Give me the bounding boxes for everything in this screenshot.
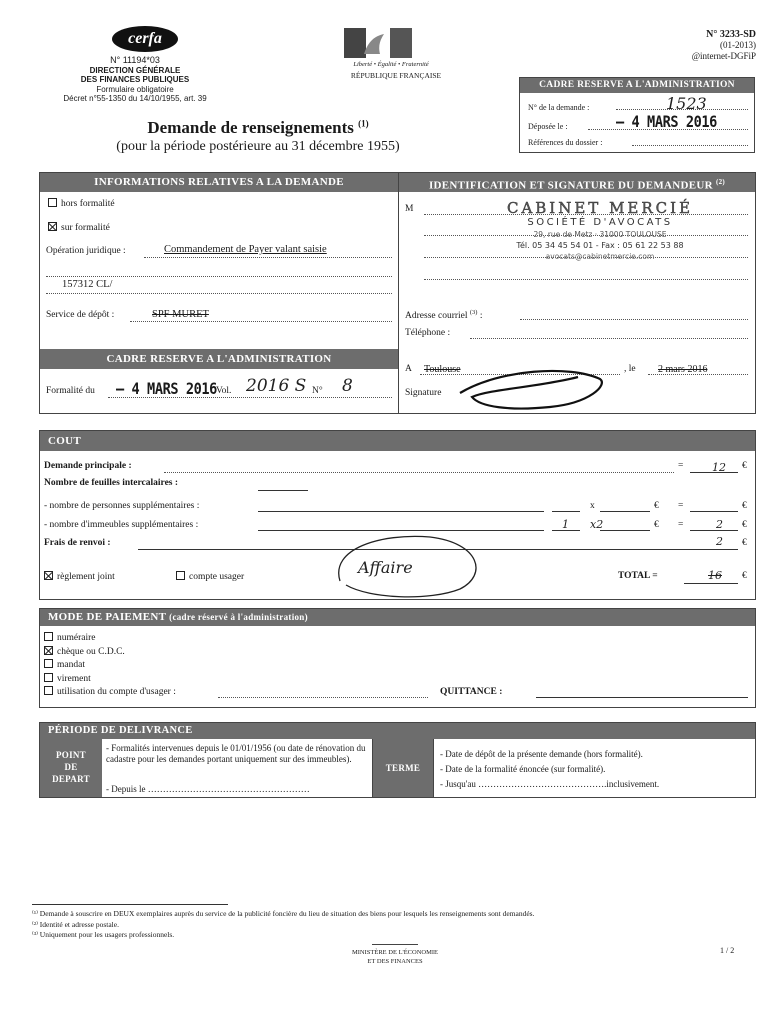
a-value: Toulouse	[424, 364, 461, 375]
form-number: N° 3233-SD	[706, 29, 756, 40]
deposee-label: Déposée le :	[528, 122, 568, 131]
hors-formalite-label: hors formalité	[61, 199, 115, 209]
paiement-heading-note: (cadre réservé à l'administration)	[169, 612, 308, 622]
compte-checkbox[interactable]	[176, 571, 185, 580]
reglement-option[interactable]	[44, 571, 115, 582]
periode-right-3: - Jusqu'au …………………………………….inclusivement.	[440, 779, 660, 789]
euro-1: €	[742, 461, 747, 471]
paiement-section	[39, 608, 756, 708]
cerfa-logo	[112, 26, 178, 52]
footnote-1: ⁽¹⁾ Demande à souscrire en DEUX exemplaires auprès du service de la publicité foncière du lieu de situation des biens pour lesquels les renseignements sont demandés.	[32, 909, 535, 918]
payment-options	[44, 632, 176, 700]
virement-checkbox[interactable]	[44, 673, 53, 682]
m-label: M	[405, 204, 414, 214]
n-label: N°	[312, 386, 323, 396]
euro-4: €	[654, 520, 659, 530]
ministry-l1: MINISTÈRE DE L'ÉCONOMIE	[351, 949, 439, 956]
deposee-stamp: – 4 MARS 2016	[616, 112, 717, 131]
demande-principale-value: 12	[712, 461, 726, 474]
personnes-x: x	[590, 501, 595, 511]
payment-mandat[interactable]	[44, 659, 176, 673]
numeraire-checkbox[interactable]	[44, 632, 53, 641]
point-depart-cell	[40, 739, 102, 797]
periode-heading: PÉRIODE DE DELIVRANCE	[40, 723, 755, 739]
sur-formalite-option[interactable]	[48, 222, 110, 233]
a-label: A	[405, 364, 412, 374]
lawyer-stamp	[480, 201, 720, 260]
formalite-stamp: – 4 MARS 2016	[116, 379, 217, 398]
signature-mark	[450, 359, 610, 413]
reference-label: Références du dossier :	[528, 138, 603, 147]
operation-value: Commandement de Payer valant saisie	[164, 244, 327, 255]
euro-6: €	[742, 538, 747, 548]
page-number: 1 / 2	[720, 946, 735, 955]
virement-label: virement	[57, 673, 91, 684]
compte-usager-label: utilisation du compte d'usager :	[57, 687, 176, 697]
marianne-icon	[344, 28, 412, 58]
le-value: 2 mars 2016	[658, 364, 708, 375]
payment-cheque[interactable]	[44, 646, 176, 660]
point-depart-l1: POINT	[55, 750, 86, 760]
finances-label: DES FINANCES PUBLIQUES	[80, 75, 190, 84]
euro-2: €	[654, 501, 659, 511]
feuilles-label: Nombre de feuilles intercalaires :	[44, 478, 179, 488]
admin-box-top-heading: CADRE RESERVE A L'ADMINISTRATION	[520, 78, 754, 93]
admin-box-top	[519, 77, 755, 153]
reglement-checkbox[interactable]	[44, 571, 53, 580]
demande-value: 1523	[666, 94, 707, 113]
direction-label: DIRECTION GÉNÉRALE	[89, 65, 181, 75]
info-heading: INFORMATIONS RELATIVES A LA DEMANDE	[40, 173, 398, 192]
periode-right-2: - Date de la formalité énoncée (sur formalité).	[440, 764, 606, 774]
paiement-heading	[40, 609, 755, 626]
page-subtitle: (pour la période postérieure au 31 décembre 1955)	[116, 139, 400, 154]
periode-left-text: - Formalités intervenues depuis le 01/01/1956 (ou date de rénovation du cadastre pour les demandes portant uniquement sur des immeubles).	[106, 743, 366, 764]
compte-option[interactable]	[176, 571, 244, 582]
identification-heading-sup: (2)	[715, 178, 726, 186]
vol-label: Vol.	[216, 386, 232, 396]
identification-heading-text: IDENTIFICATION ET SIGNATURE DU DEMANDEUR	[428, 179, 713, 192]
quittance-label: QUITTANCE :	[440, 687, 503, 697]
terme-cell: TERME	[373, 739, 433, 797]
compte-usager-checkbox[interactable]	[44, 686, 53, 695]
signature-label: Signature	[405, 388, 442, 398]
admin-mid-heading: CADRE RESERVE A L'ADMINISTRATION	[40, 349, 398, 369]
immeubles-value: 2	[716, 518, 723, 531]
euro-3: €	[742, 501, 747, 511]
personnes-label: - nombre de personnes supplémentaires :	[44, 501, 200, 511]
form-date: (01-2013)	[720, 40, 756, 50]
n-value: 8	[342, 376, 353, 396]
cheque-checkbox[interactable]	[44, 646, 53, 655]
page-title-text: Demande de renseignements	[147, 118, 354, 137]
demande-principale-eq: =	[678, 461, 684, 471]
decree-label: Décret n°55-1350 du 14/10/1955, art. 39	[63, 94, 207, 103]
footnote-2: ⁽²⁾ Identité et adresse postale.	[32, 919, 119, 929]
ministry-footer	[320, 944, 470, 966]
stamp-line-1: CABINET MERCIÉ	[506, 199, 694, 217]
le-label: , le	[624, 364, 636, 374]
euro-7: €	[742, 571, 747, 581]
personnes-eq: =	[678, 501, 684, 511]
main-grid	[39, 172, 756, 414]
cerfa-logo-text: cerfa	[128, 30, 162, 47]
cheque-label: chèque ou C.D.C.	[57, 646, 125, 657]
total-value: 16	[708, 569, 722, 582]
payment-virement[interactable]	[44, 673, 176, 687]
email-label-text: Adresse courriel	[405, 311, 468, 322]
periode-depuis: - Depuis le ………………………………………………	[106, 784, 310, 794]
republic-motto: Liberté • Égalité • Fraternité	[353, 61, 429, 68]
form-source: @internet-DGFiP	[691, 51, 756, 61]
compte-label: compte usager	[189, 572, 245, 582]
republic-label: RÉPUBLIQUE FRANÇAISE	[350, 71, 442, 80]
stamp-line-3: 29, rue de Metz · 31000 TOULOUSE	[533, 230, 667, 239]
reglement-label: règlement joint	[57, 572, 115, 582]
stamp-line-5: avocats@cabinetmercie.com	[545, 251, 655, 261]
sur-formalite-checkbox[interactable]	[48, 222, 57, 231]
operation-label: Opération juridique :	[46, 246, 126, 256]
cout-heading: COUT	[40, 431, 755, 451]
vol-value: 2016 S	[246, 376, 307, 396]
reference-value: 157312 CL/	[62, 279, 113, 290]
demande-label: N° de la demande :	[528, 103, 590, 112]
phone-label: Téléphone :	[405, 328, 451, 338]
point-depart-l3: DEPART	[52, 774, 90, 784]
frais-label: Frais de renvoi :	[44, 538, 111, 548]
periode-section	[39, 722, 756, 798]
periode-right	[440, 747, 750, 792]
immeubles-mult: x2	[590, 518, 604, 531]
numeraire-label: numéraire	[57, 633, 96, 643]
payment-compte[interactable]	[44, 686, 176, 700]
ministry-l2: ET DES FINANCES	[367, 958, 423, 965]
immeubles-qty: 1	[562, 518, 569, 531]
payment-numeraire[interactable]	[44, 632, 176, 646]
service-value: SPF MURET	[152, 309, 209, 320]
compte-usager-field[interactable]	[218, 697, 428, 698]
demande-principale-label: Demande principale :	[44, 461, 132, 471]
point-depart-l2: DE	[64, 762, 78, 772]
marianne-logo	[344, 28, 412, 58]
form-id	[600, 29, 756, 62]
page-title	[40, 118, 476, 138]
stamp-line-2: SOCIÉTÉ D'AVOCATS	[527, 217, 673, 228]
mandat-checkbox[interactable]	[44, 659, 53, 668]
affaire-annotation: Affaire	[358, 558, 413, 577]
service-label: Service de dépôt :	[46, 310, 115, 320]
email-field[interactable]	[520, 319, 748, 320]
footnote-3: ⁽³⁾ Uniquement pour les usagers professionnels.	[32, 930, 175, 939]
stamp-line-4: Tél. 05 34 45 54 01 - Fax : 05 61 22 53 88	[516, 240, 684, 250]
mandatory-label: Formulaire obligatoire	[96, 84, 174, 94]
paiement-heading-text: MODE DE PAIEMENT	[48, 611, 167, 623]
sur-formalite-label: sur formalité	[61, 223, 110, 233]
hors-formalite-option[interactable]	[48, 198, 115, 209]
formalite-label: Formalité du	[46, 386, 95, 396]
total-label: TOTAL =	[618, 571, 658, 581]
page-title-sup: (1)	[358, 118, 369, 129]
mandat-label: mandat	[57, 660, 85, 670]
header-left	[30, 56, 240, 104]
periode-right-1: - Date de dépôt de la présente demande (hors formalité).	[440, 749, 643, 759]
footnotes	[32, 909, 762, 941]
euro-5: €	[742, 520, 747, 530]
immeubles-label: - nombre d'immeubles supplémentaires :	[44, 520, 199, 530]
email-label: Adresse courriel $^{(3)}$ :	[405, 309, 483, 322]
identification-heading	[399, 173, 755, 192]
cout-section	[39, 430, 756, 600]
cerfa-number: N° 11194*03	[110, 55, 160, 65]
hors-formalite-checkbox[interactable]	[48, 198, 57, 207]
quittance-field[interactable]	[536, 697, 748, 698]
frais-value: 2	[716, 535, 723, 548]
email-label-sup: (3)	[469, 309, 478, 316]
phone-field[interactable]	[470, 338, 748, 339]
immeubles-eq: =	[678, 520, 684, 530]
